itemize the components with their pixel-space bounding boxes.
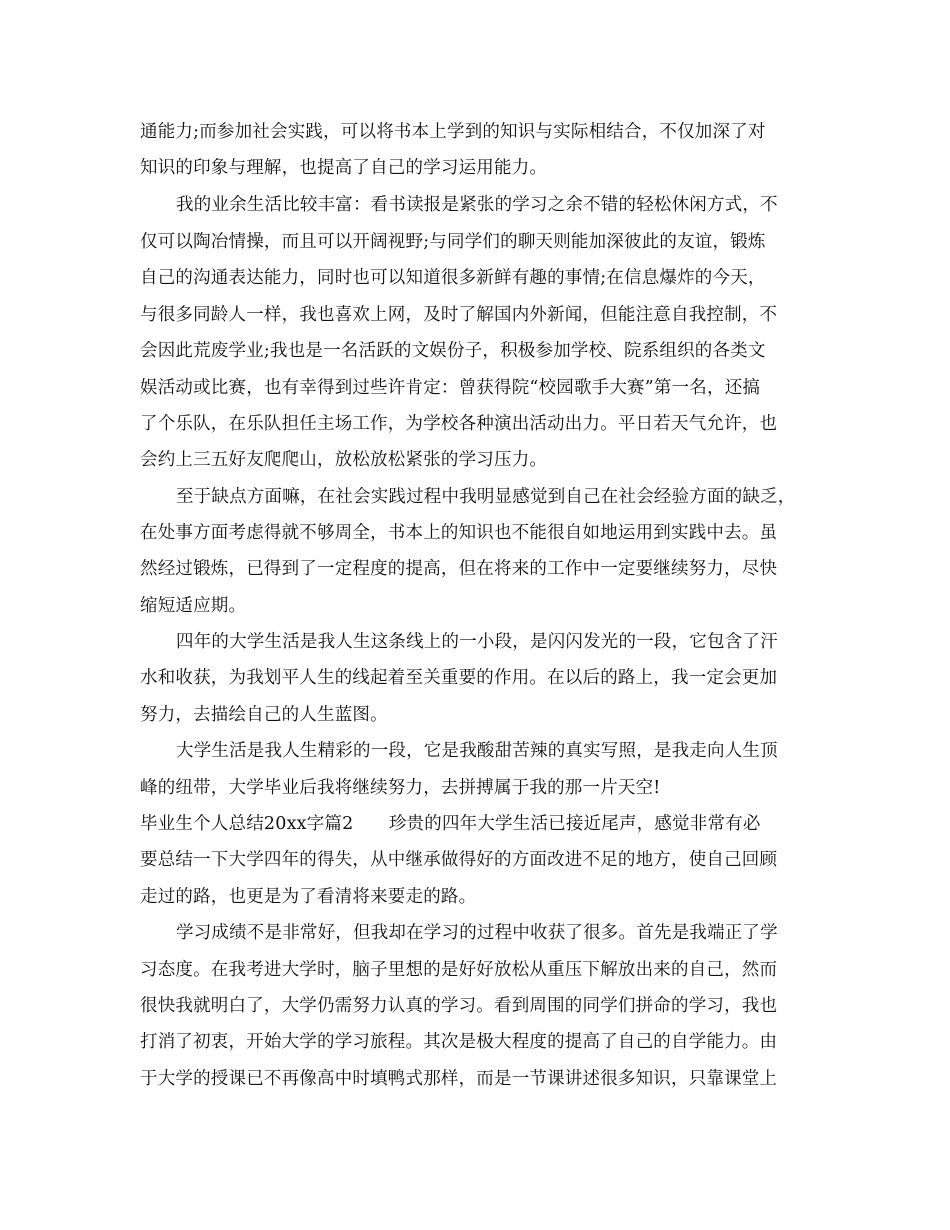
text-line: 毕业生个人总结20xx字篇2 珍贵的四年大学生活已接近尾声，感觉非常有必: [140, 814, 761, 834]
text-line: 知识的印象与理解，也提高了自己的学习运用能力。: [140, 158, 548, 178]
text-line: 了个乐队，在乐队担任主场工作，为学校各种演出活动出力。平日若天气允许，也: [140, 414, 778, 434]
text-line: 通能力;而参加社会实践，可以将书本上学到的知识与实际相结合，不仅加深了对: [140, 122, 766, 142]
text-line: 水和收获，为我划平人生的线起着至关重要的作用。在以后的路上，我一定会更加: [140, 668, 778, 688]
text-line: 仅可以陶冶情操，而且可以开阔视野;与同学们的聊天则能加深彼此的友谊，锻炼: [140, 232, 766, 252]
text-line: 缩短适应期。: [140, 596, 247, 616]
text-line: 习态度。在我考进大学时，脑子里想的是好好放松从重压下解放出来的自己，然而: [140, 960, 778, 980]
text-line: 要总结一下大学四年的得失，从中继承做得好的方面改进不足的地方，使自己回顾: [140, 850, 778, 870]
text-line: 娱活动或比赛，也有幸得到过些许肯定：曾获得院“校园歌手大赛”第一名，还搞: [140, 378, 761, 398]
text-line: 打消了初衷，开始大学的学习旅程。其次是极大程度的提高了自己的自学能力。由: [140, 1032, 778, 1052]
text-line: 学习成绩不是非常好，但我却在学习的过程中收获了很多。首先是我端正了学: [176, 923, 778, 943]
text-line: 至于缺点方面嘛，在社会实践过程中我明显感觉到自己在社会经验方面的缺乏，: [176, 487, 796, 507]
text-line: 走过的路，也更是为了看清将来要走的路。: [140, 887, 477, 907]
text-line: 峰的纽带，大学毕业后我将继续努力，去拼搏属于我的那一片天空!: [140, 778, 661, 798]
text-line: 在处事方面考虑得就不够周全，书本上的知识也不能很自如地运用到实践中去。虽: [140, 523, 778, 543]
text-line: 会因此荒废学业;我也是一名活跃的文娱份子，积极参加学校、院系组织的各类文: [140, 341, 766, 361]
text-line: 会约上三五好友爬爬山，放松放松紧张的学习压力。: [140, 450, 548, 470]
text-line: 我的业余生活比较丰富：看书读报是紧张的学习之余不错的轻松休闲方式，不: [176, 195, 778, 215]
text-line: 与很多同龄人一样，我也喜欢上网，及时了解国内外新闻，但能注意自我控制，不: [140, 305, 778, 325]
text-line: 自己的沟通表达能力，同时也可以知道很多新鲜有趣的事情;在信息爆炸的今天，: [140, 268, 766, 288]
text-line: 然经过锻炼，已得到了一定程度的提高，但在将来的工作中一定要继续努力，尽快: [140, 559, 778, 579]
text-line: 努力，去描绘自己的人生蓝图。: [140, 705, 388, 725]
text-line: 很快我就明白了，大学仍需努力认真的学习。看到周围的同学们拼命的学习，我也: [140, 996, 778, 1016]
text-line: 四年的大学生活是我人生这条线上的一小段，是闪闪发光的一段，它包含了汗: [176, 632, 778, 652]
text-line: 于大学的授课已不再像高中时填鸭式那样，而是一节课讲述很多知识，只靠课堂上: [140, 1069, 778, 1089]
text-line: 大学生活是我人生精彩的一段，它是我酸甜苦辣的真实写照，是我走向人生顶: [176, 741, 778, 761]
